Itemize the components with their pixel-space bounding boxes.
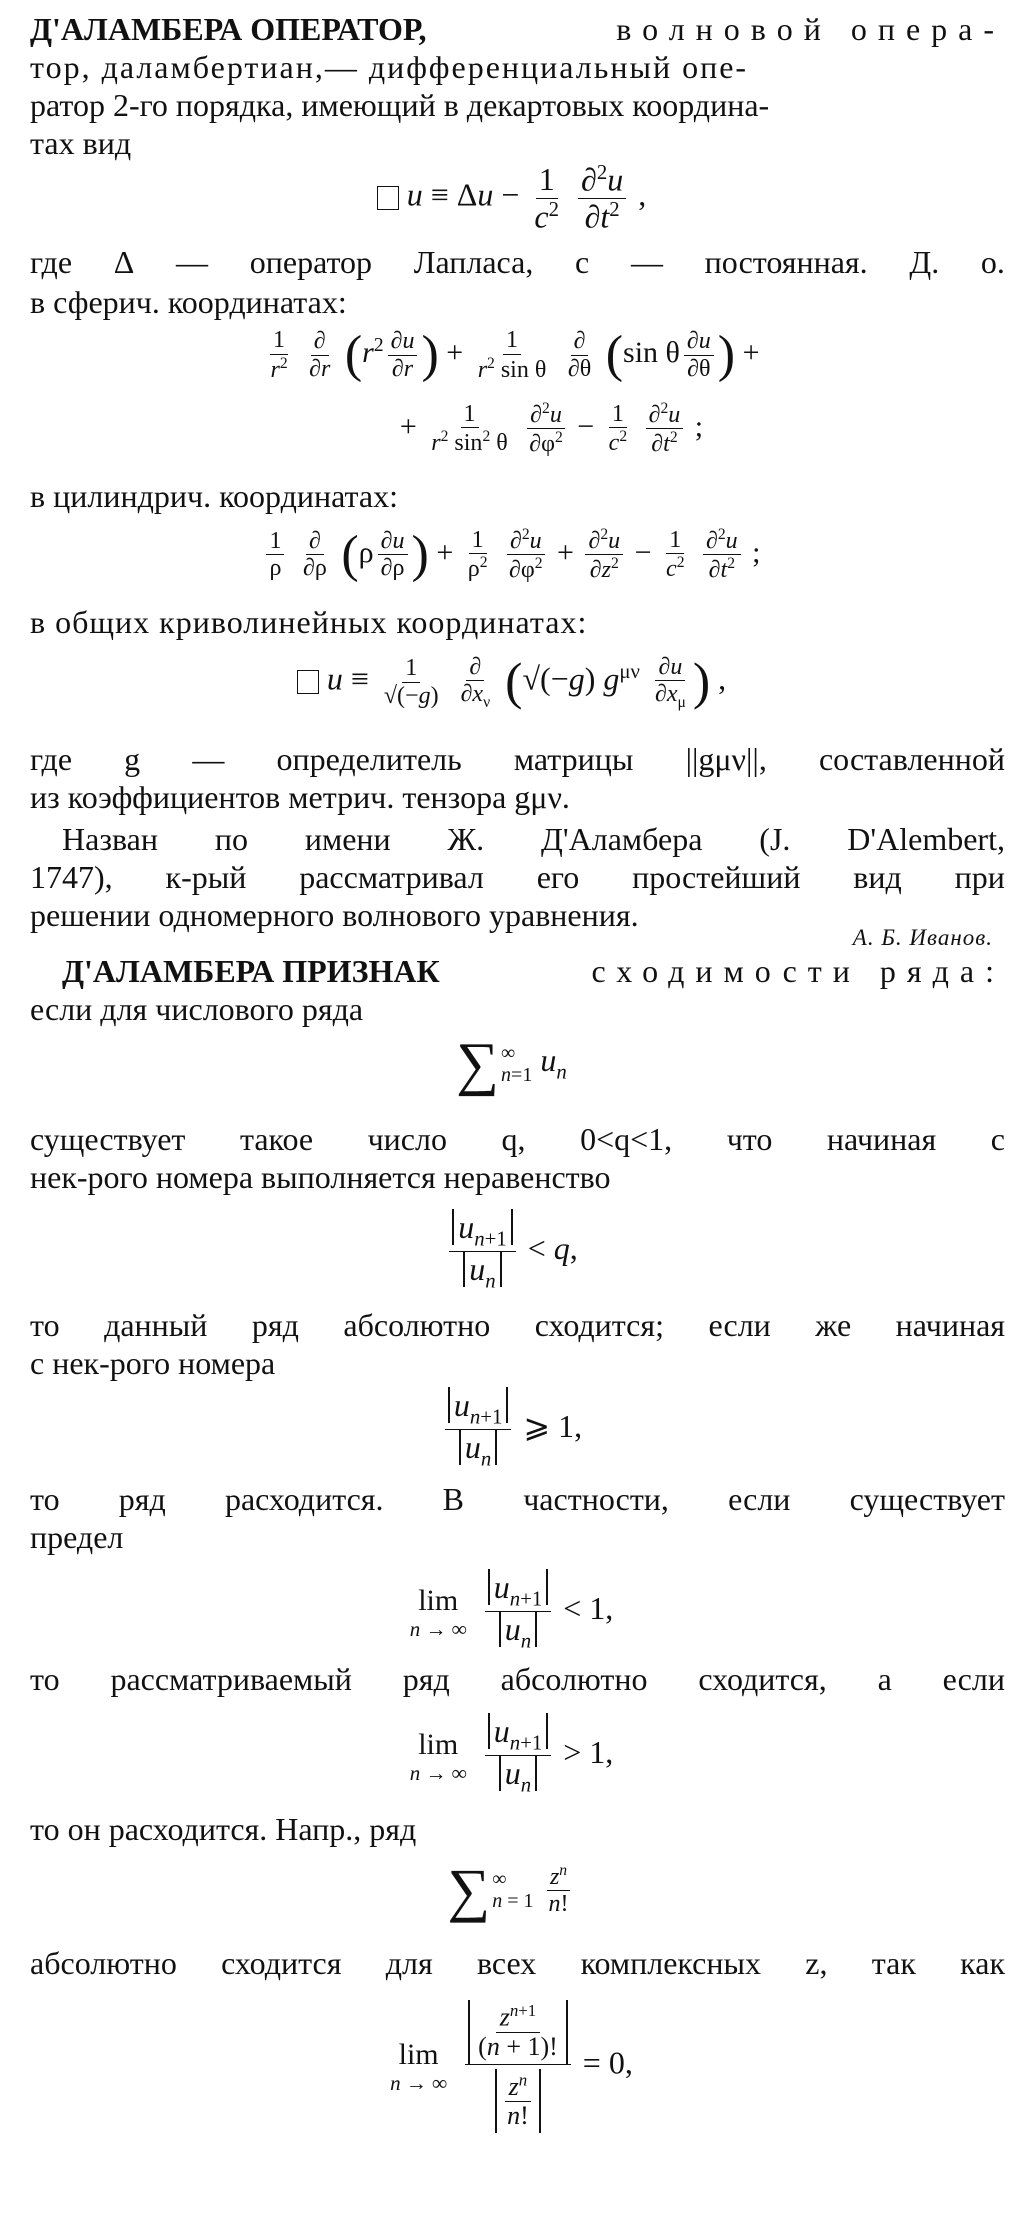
article1-line-10: из коэффициентов метрич. тензора gμν. <box>30 779 570 815</box>
article1-line-3: ратор 2-го порядка, имеющий в декартовых координа- <box>30 87 770 123</box>
formula-limit-zero: lim n → ∞ $\frac{z^{n+1}}{(n + 1)!}$ $\frac{z^n}{n!}$ = 0, <box>0 2000 1023 2133</box>
article1-heading-rest: волновой опера- <box>616 11 1005 47</box>
article2-line-2: если для числового ряда <box>30 991 364 1027</box>
formula-series: ∑ ∞ n=1 $u_n$ <box>456 1030 567 1097</box>
article2-line-7: то ряд расходится. В частности, если существует <box>30 1481 1005 1517</box>
article2-line-10: то он расходится. Напр., ряд <box>30 1811 417 1847</box>
article1-line-8: в общих криволинейных координатах: <box>30 604 588 640</box>
article1-line-9: где g — определитель матрицы ||gμν||, составленной <box>30 741 1005 777</box>
formula-curvilinear: u ≡ $\frac{1}{√(-g)}$ ∂ $\partial x_\nu$ (√(−g) $g^{\mu\nu}$ $\frac{\partial u}{\partial x_\mu}$ ) , <box>0 652 1023 711</box>
formula-dalembert-cartesian: u ≡ Δu − $\frac{1}{c^2}$ $\frac{\partial^2u}{\partial t^2}$ , <box>0 162 1023 235</box>
article1-signature: А. Б. Иванов. <box>852 925 993 950</box>
article1-line-12: 1747), к-рый рассматривал его простейший вид при <box>30 859 1005 895</box>
formula-spherical-1: $\frac{1}{r^2}$ ∂ ∂r ($r^2$ $\frac{\partial u}{\partial r}$ ) + $\frac{1}{r^2 \sin \theta}$ ∂ ∂θ (sin θ $\frac{\partial u}{\partial\theta}$ ) + <box>270 326 760 384</box>
formula-cylindrical: $\frac{1}{\rho}$ ∂ ∂ρ (ρ $\frac{\partial u}{\partial\rho}$ ) + $\frac{1}{\rho^2}$ $\frac{\partial^2u}{\partial\varphi^2}$ + $\frac{\partial^2u}{\partial z^2}$ − $\frac{1}{c^2}$ $\frac{\partial^2u}{\partial t^2}$ ; <box>0 526 1023 584</box>
article2-line-3: существует такое число q, 0<q<1, что начиная с <box>30 1121 1005 1157</box>
formula-power-series: ∑ ∞ n = 1 $\frac{z^n}{n!}$ <box>447 1856 569 1923</box>
article1-line-1 <box>30 10 1005 48</box>
formula-limit-less-1: lim n → ∞ $\frac{u_{n+1}}{u_n}$ < 1, <box>409 1569 614 1653</box>
formula-spherical-2: + $\frac{1}{r^2 \sin^2 \theta}$ $\frac{\partial^2u}{\partial\varphi^2}$ − $\frac{1}{c^2}$ $\frac{\partial^2u}{\partial t^2}$ ; <box>399 400 704 458</box>
article1-heading: Д'АЛАМБЕРА ОПЕРАТОР, <box>30 11 427 47</box>
formula-limit-greater-1: lim n → ∞ $\frac{u_{n+1}}{u_n}$ > 1, <box>409 1713 614 1797</box>
article1-line-11: Назван по имени Ж. Д'Аламбера (J. D'Alembert, <box>62 821 1005 857</box>
article2-line-8: предел <box>30 1519 124 1555</box>
formula-ratio-less-q: $\frac{u_{n+1}}{u_n}$ < q, <box>0 1210 1023 1294</box>
article2-line-1 <box>62 952 1005 990</box>
formula-end-comma: , <box>638 176 647 213</box>
article2-line-9: то рассматриваемый ряд абсолютно сходится, а если <box>30 1661 1005 1697</box>
article2-heading: Д'АЛАМБЕРА ПРИЗНАК <box>62 953 440 989</box>
article1-line-2: тор, даламбертиан,— дифференциальный опе- <box>30 49 749 85</box>
article1-line-4: тах вид <box>30 125 132 161</box>
dalembert-box-symbol <box>377 186 399 210</box>
article1-line-7: в цилиндрич. координатах: <box>30 478 398 514</box>
article2-line-4: нек-рого номера выполняется неравенство <box>30 1159 611 1195</box>
article1-line-5: где Δ — оператор Лапласа, c — постоянная. Д. о. <box>30 244 1005 280</box>
article2-line-5: то данный ряд абсолютно сходится; если же начиная <box>30 1307 1005 1343</box>
article2-line-11: абсолютно сходится для всех комплексных z, так как <box>30 1945 1005 1981</box>
formula-ratio-geq-1: $\frac{u_{n+1}}{u_n}$ ⩾ 1, <box>0 1388 1023 1472</box>
article1-line-6: в сферич. координатах: <box>30 284 347 320</box>
article1-line-13: решении одномерного волнового уравнения. <box>30 897 639 933</box>
article2-line-6: с нек-рого номера <box>30 1345 276 1381</box>
article2-heading-rest: сходимости ряда: <box>591 953 1005 989</box>
